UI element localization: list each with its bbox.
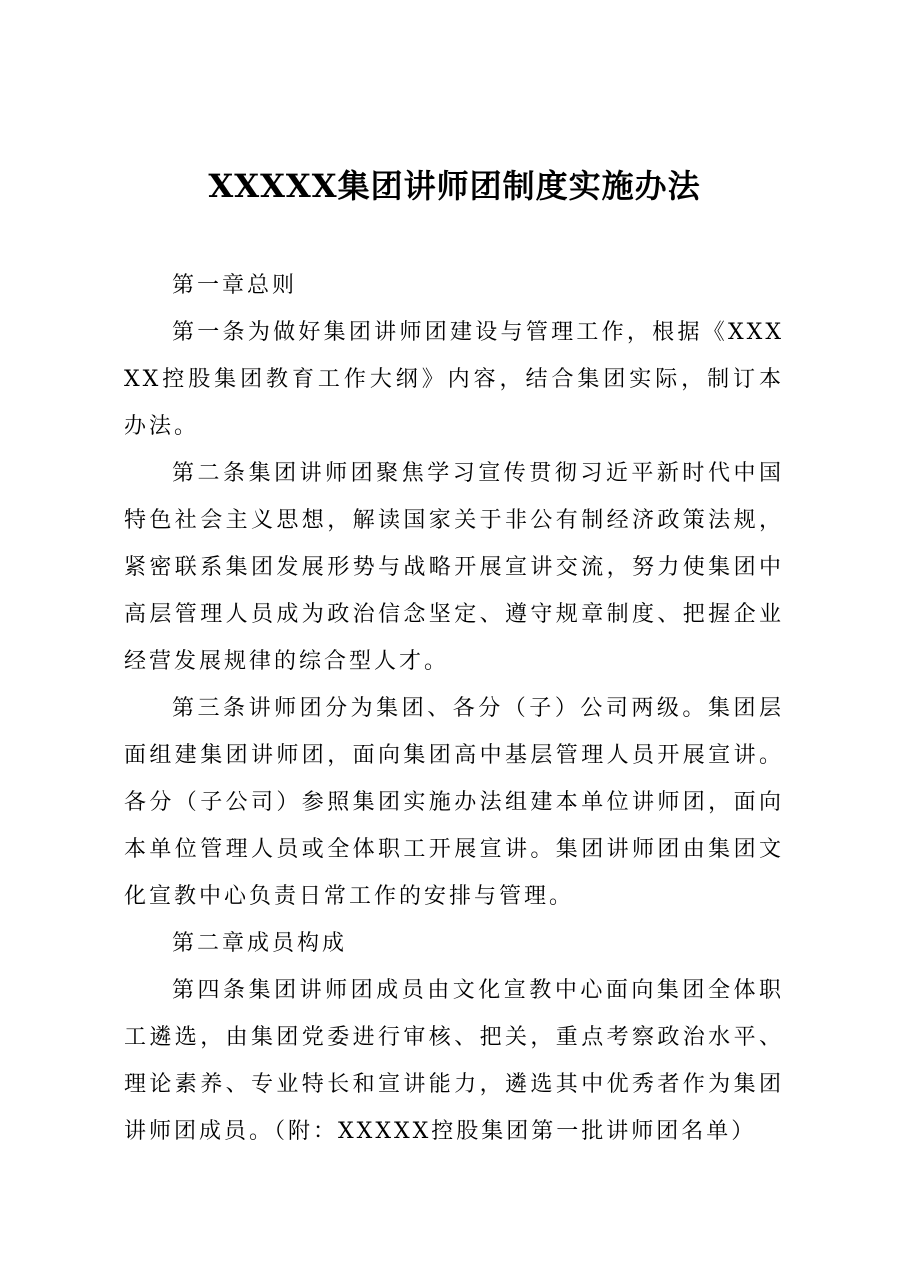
article-paragraph: 第一条为做好集团讲师团建设与管理工作，根据《XXXXX控股集团教育工作大纲》内容，结合集团实际，制订本办法。 bbox=[124, 320, 784, 439]
article-paragraph: 第三条讲师团分为集团、各分（子）公司两级。集团层面组建集团讲师团，面向集团高中基层管理人员开展宣讲。各分（子公司）参照集团实施办法组建本单位讲师团，面向本单位管理人员或全体职工开展宣讲。集团讲师团由集团文化宣教中心负责日常工作的安排与管理。 bbox=[124, 696, 784, 909]
document-body bbox=[124, 262, 784, 1155]
chapter-heading-members: 第二章成员构成 bbox=[172, 931, 348, 956]
document-title: XXXXX集团讲师团制度实施办法 bbox=[208, 167, 701, 205]
article-paragraph: 第二条集团讲师团聚焦学习宣传贯彻习近平新时代中国特色社会主义思想，解读国家关于非公有制经济政策法规，紧密联系集团发展形势与战略开展宣讲交流，努力使集团中高层管理人员成为政治信念坚定、遵守规章制度、把握企业经营发展规律的综合型人才。 bbox=[124, 461, 784, 674]
article-paragraph: 第四条集团讲师团成员由文化宣教中心面向集团全体职工遴选，由集团党委进行审核、把关，重点考察政治水平、理论素养、专业特长和宣讲能力，遴选其中优秀者作为集团讲师团成员。（附：XXXXX控股集团第一批讲师团名单） bbox=[124, 978, 784, 1144]
chapter-heading-general: 第一章总则 bbox=[172, 273, 298, 298]
